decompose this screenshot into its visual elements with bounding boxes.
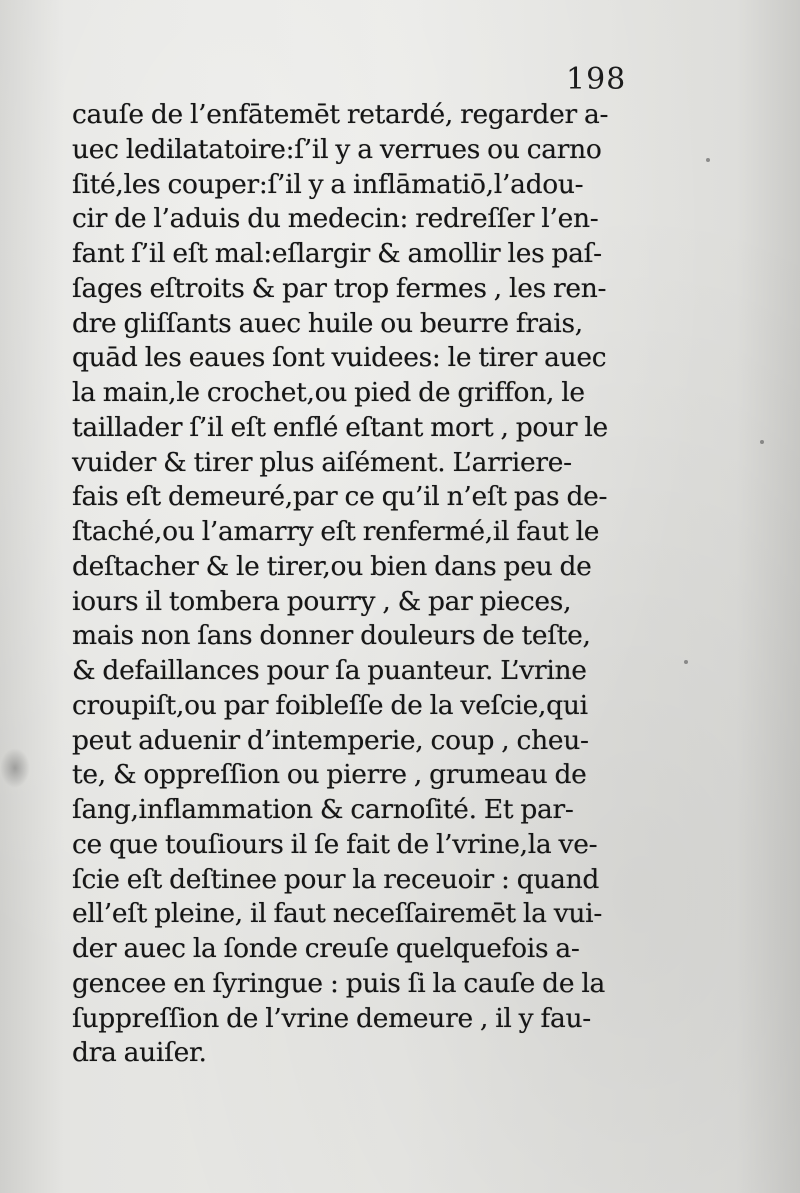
text-line: ſité,les couper:ſ’il y a inflāmatiō,l’adou-: [72, 168, 584, 200]
text-line: dre gliſſants auec huile ou beurre frais,: [72, 307, 583, 339]
text-line: ſang,inflammation & carnoſité. Et par-: [72, 794, 574, 825]
text-line: croupiſt,ou par foibleſſe de la veſcie,qui: [72, 689, 588, 721]
text-line: te, & oppreſſion ou pierre , grumeau de: [72, 759, 587, 791]
text-line: quād les eaues ſont vuidees: le tirer auec: [72, 342, 607, 374]
text-line: ſuppreſſion de l’vrine demeure , il y fau-: [72, 1002, 591, 1034]
text-line: der auec la ſonde creuſe quelquefois a-: [72, 933, 580, 964]
text-line: iours il tombera pourry , & par pieces,: [72, 585, 572, 617]
paper-speck: [760, 440, 764, 444]
text-line: ſtaché,ou l’amarry eſt renfermé,il faut le: [72, 516, 600, 547]
text-line: & defaillances pour ſa puanteur. L’vrine: [72, 655, 587, 686]
text-line: mais non ſans donner douleurs de teſte,: [72, 620, 591, 652]
text-line: vuider & tirer plus aiſément. L’arriere-: [72, 446, 572, 478]
text-line: la main,le crochet,ou pied de griffon, le: [72, 377, 585, 408]
text-line: ſcie eſt deſtinee pour la receuoir : quand: [72, 863, 600, 895]
text-line: fais eſt demeuré,par ce qu’il n’eſt pas de-: [72, 481, 608, 513]
paper-speck: [684, 660, 688, 664]
text-line: cauſe de l’enfātemēt retardé, regarder a-: [72, 99, 609, 130]
page-number: 198: [566, 62, 627, 97]
text-line: fant ſ’il eſt mal:eſlargir & amollir les paſ-: [72, 238, 602, 269]
paper-speck: [706, 158, 710, 162]
ink-smudge: [0, 748, 30, 788]
text-line: deſtacher & le tirer,ou bien dans peu de: [72, 550, 592, 582]
text-line: dra auiſer.: [72, 1037, 207, 1069]
text-line: ell’eſt pleine, il faut neceſſairemēt la vui-: [72, 898, 603, 930]
text-line: ce que touſiours il ſe fait de l’vrine,la ve-: [72, 828, 598, 860]
text-line: ſages eſtroits & par trop fermes , les ren-: [72, 272, 607, 304]
text-line: uec ledilatatoire:ſ’il y a verrues ou carno: [72, 133, 602, 165]
text-line: gencee en ſyringue : puis ſi la cauſe de la: [72, 967, 605, 999]
text-line: taillader ſ’il eſt enflé eſtant mort , pour le: [72, 411, 608, 443]
text-line: cir de l’aduis du medecin: redreſſer l’en-: [72, 203, 599, 235]
body-text: [72, 98, 632, 1071]
text-line: peut aduenir d’intemperie, coup , cheu-: [72, 724, 589, 756]
